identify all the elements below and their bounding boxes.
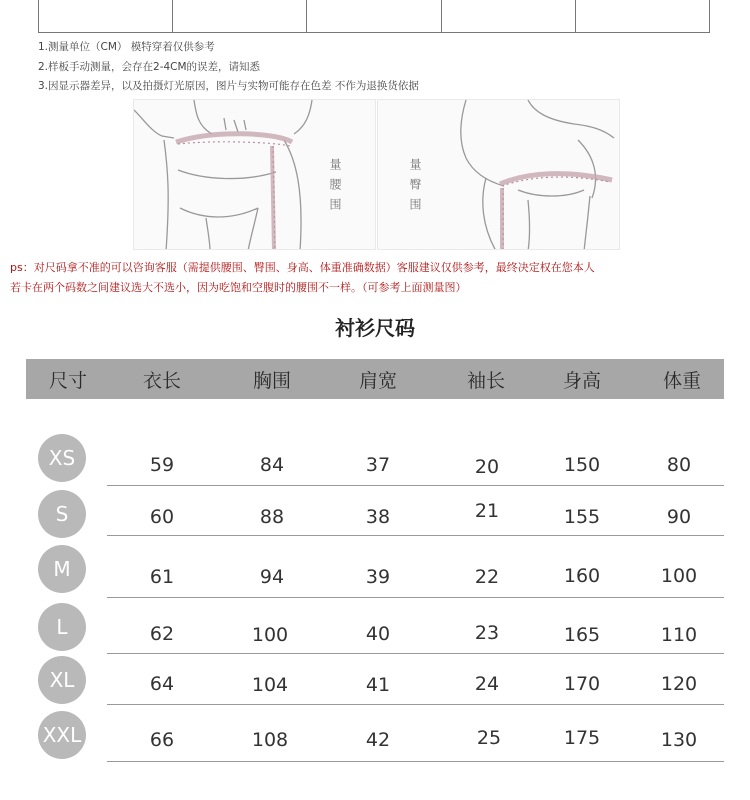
- cell-sleeve: 23: [474, 622, 500, 644]
- cell-sleeve: 21: [474, 500, 500, 522]
- note-line: 2.样板手动测量，会存在2-4CM的误差，请知悉: [38, 60, 261, 73]
- cell-chest: 104: [251, 674, 289, 696]
- cell-length: 60: [149, 506, 175, 528]
- hip-label: 量臀围: [408, 158, 422, 218]
- header-height: 身高: [562, 369, 602, 392]
- notice-line: ps：对尺码拿不准的可以咨询客服（需提供腰围、臀围、身高、体重准确数据）客服建议仅供参考，最终决定权在您本人: [10, 261, 595, 274]
- table-cell: [442, 0, 576, 32]
- cell-shoulder: 37: [365, 454, 391, 476]
- cell-height: 175: [563, 727, 601, 749]
- cell-length: 62: [149, 623, 175, 645]
- cell-sleeve: 24: [474, 673, 500, 695]
- measurement-notes: [38, 38, 419, 97]
- cell-shoulder: 42: [365, 729, 391, 751]
- table-cell: [39, 0, 173, 32]
- cell-height: 160: [563, 565, 601, 587]
- header-length: 衣长: [142, 369, 182, 392]
- cell-length: 61: [149, 566, 175, 588]
- cell-weight: 110: [660, 624, 698, 646]
- header-chest: 胸围: [252, 369, 292, 392]
- row-divider: [107, 653, 724, 654]
- previous-table-edge: [38, 0, 710, 33]
- cell-weight: 100: [660, 565, 698, 587]
- waist-label: 量腰围: [328, 158, 342, 218]
- size-badge: M: [38, 545, 86, 593]
- cell-sleeve: 25: [476, 727, 502, 749]
- cell-shoulder: 41: [365, 674, 391, 696]
- size-badge: XXL: [38, 711, 86, 759]
- cell-length: 59: [149, 454, 175, 476]
- cell-weight: 80: [666, 454, 692, 476]
- cell-shoulder: 39: [365, 566, 391, 588]
- notice-line: 若卡在两个码数之间建议选大不选小，因为吃饱和空腹时的腰围不一样。（可参考上面测量图）: [10, 281, 467, 294]
- cell-shoulder: 38: [365, 506, 391, 528]
- cell-weight: 90: [666, 506, 692, 528]
- cell-chest: 100: [251, 624, 289, 646]
- size-badge: S: [38, 490, 86, 538]
- cell-sleeve: 22: [474, 566, 500, 588]
- table-cell: [173, 0, 307, 32]
- hip-measure-illustration: [377, 99, 620, 250]
- cell-height: 150: [563, 454, 601, 476]
- size-chart-title: 衬衫尺码: [335, 316, 415, 340]
- size-table-header: [26, 359, 724, 399]
- size-advice-notice: [10, 258, 745, 298]
- cell-weight: 120: [660, 673, 698, 695]
- cell-height: 165: [563, 624, 601, 646]
- cell-chest: 88: [259, 506, 285, 528]
- note-line: 3.因显示器差异，以及拍摄灯光原因，图片与实物可能存在色差 不作为退换货依据: [38, 80, 419, 92]
- header-size: 尺寸: [48, 369, 88, 392]
- size-badge: L: [38, 603, 86, 651]
- waist-measure-illustration: [133, 99, 376, 250]
- cell-length: 64: [149, 673, 175, 695]
- header-sleeve: 袖长: [466, 369, 506, 392]
- table-cell: [576, 0, 709, 32]
- note-line: 1.测量单位（CM） 模特穿着仅供参考: [38, 41, 215, 53]
- cell-chest: 108: [251, 729, 289, 751]
- row-divider: [107, 704, 724, 705]
- row-divider: [107, 597, 724, 598]
- row-divider: [107, 761, 724, 762]
- row-divider: [107, 485, 724, 486]
- size-badge: XS: [38, 434, 86, 482]
- cell-sleeve: 20: [474, 456, 500, 478]
- cell-weight: 130: [660, 729, 698, 751]
- header-weight: 体重: [662, 369, 702, 392]
- table-cell: [307, 0, 441, 32]
- cell-chest: 84: [259, 454, 285, 476]
- cell-height: 170: [563, 673, 601, 695]
- size-badge: XL: [38, 656, 86, 704]
- cell-length: 66: [149, 729, 175, 751]
- cell-shoulder: 40: [365, 623, 391, 645]
- cell-chest: 94: [259, 566, 285, 588]
- row-divider: [107, 535, 724, 536]
- header-shoulder: 肩宽: [358, 369, 398, 392]
- cell-height: 155: [563, 506, 601, 528]
